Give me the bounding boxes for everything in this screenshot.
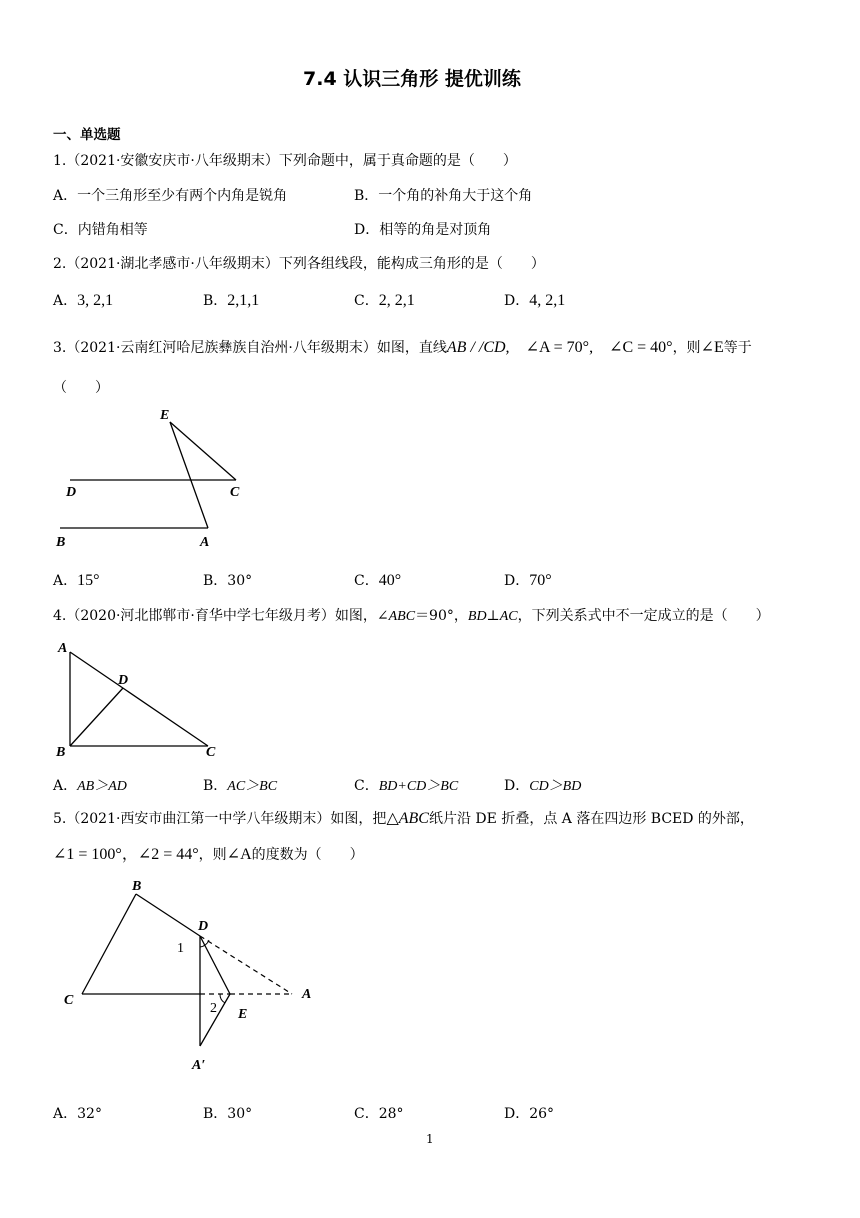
q3-figure bbox=[50, 400, 270, 552]
q5-option-d-letter: D． bbox=[504, 1106, 530, 1122]
q2-option-c-letter: C． bbox=[354, 293, 379, 309]
q2-option-b-value: 2,1,1 bbox=[227, 292, 260, 309]
q4-option-c-value: BD+CD＞BC bbox=[378, 779, 459, 794]
q2-option-d bbox=[504, 290, 565, 310]
q2-option-c bbox=[354, 290, 415, 310]
q5-stem-suffix: 纸片沿 DE 折叠，点 A 落在四边形 BCED 的外部， bbox=[428, 811, 754, 827]
q3-option-c-letter: C． bbox=[354, 573, 379, 589]
q4-option-d bbox=[504, 775, 581, 795]
q4-option-a bbox=[53, 775, 127, 795]
q3-stem bbox=[53, 337, 752, 357]
q2-stem: 2.（2021·湖北孝感市·八年级期末）下列各组线段，能构成三角形的是（ ） bbox=[53, 256, 545, 272]
page-title: 7.4 认识三角形 提优训练 bbox=[303, 68, 521, 90]
q5-math-triangle: △ABC bbox=[386, 810, 429, 827]
q3-stem-line2: （ ） bbox=[53, 380, 109, 396]
q4-label-c: C bbox=[206, 745, 216, 760]
q2-option-a-value: 3, 2,1 bbox=[77, 292, 114, 309]
q2-option-d-value: 4, 2,1 bbox=[529, 292, 566, 309]
q4-option-b bbox=[203, 775, 277, 795]
q5-stem-text: 5.（2021·西安市曲江第一中学八年级期末）如图，把 bbox=[53, 811, 387, 827]
q1-option-c: C．内错角相等 bbox=[53, 222, 148, 238]
page-number: 1 bbox=[426, 1132, 434, 1146]
q3-option-d bbox=[504, 570, 552, 590]
q5-math-angle-a: ∠A bbox=[226, 846, 252, 863]
q3-label-a: A bbox=[200, 535, 210, 550]
q4-stem-mid: ＝90°， bbox=[415, 608, 468, 624]
q5-option-c bbox=[354, 1103, 404, 1123]
q2-option-b bbox=[203, 290, 259, 310]
q2-option-a bbox=[53, 290, 113, 310]
q1-option-b: B．一个角的补角大于这个角 bbox=[354, 188, 533, 204]
q4-math-perp: BD⊥AC bbox=[467, 609, 518, 624]
q3-label-c: C bbox=[230, 485, 240, 500]
q4-label-b: B bbox=[56, 745, 66, 760]
q5-label-c: C bbox=[64, 993, 74, 1008]
q3-stem-mid: ，则 bbox=[672, 340, 701, 356]
q3-option-d-value: 70° bbox=[529, 572, 552, 589]
q5-label-b: B bbox=[132, 879, 142, 894]
q5-option-b-letter: B． bbox=[203, 1106, 228, 1122]
q3-stem-suffix: 等于 bbox=[723, 340, 752, 356]
q5-stem bbox=[53, 808, 754, 828]
q5-label-d: D bbox=[198, 919, 209, 934]
q5-option-a-value: 32° bbox=[77, 1106, 102, 1122]
q4-option-c bbox=[354, 775, 458, 795]
q4-math-angle-abc: ∠ABC bbox=[376, 609, 416, 624]
q5-label-a: A bbox=[302, 987, 312, 1002]
q4-option-d-letter: D． bbox=[504, 778, 530, 794]
q1-stem: 1.（2021·安徽安庆市·八年级期末）下列命题中，属于真命题的是（ ） bbox=[53, 153, 517, 169]
q4-option-b-letter: B． bbox=[203, 778, 228, 794]
q5-math-angle-2: ∠2 = 44° bbox=[137, 846, 199, 863]
q5-stem-mid: ，则 bbox=[198, 847, 227, 863]
q5-label-e: E bbox=[238, 1007, 248, 1022]
q3-math-angle-a: ∠A = 70°, bbox=[525, 339, 594, 356]
q5-stem-suffix2: 的度数为（ ） bbox=[251, 847, 364, 863]
q5-math-angle-1: ∠1 = 100°， bbox=[53, 846, 138, 863]
q5-option-d-value: 26° bbox=[529, 1106, 555, 1122]
q2-option-c-value: 2, 2,1 bbox=[378, 292, 415, 309]
q3-math-angle-e: ∠E bbox=[700, 339, 724, 356]
q4-option-d-value: CD＞BD bbox=[529, 779, 582, 794]
q4-option-b-value: AC＞BC bbox=[227, 779, 278, 794]
q4-figure bbox=[50, 636, 230, 762]
q1-option-d: D．相等的角是对顶角 bbox=[354, 222, 492, 238]
q3-math-angle-c: ∠C = 40° bbox=[609, 339, 673, 356]
q3-stem-text: 3.（2021·云南红河哈尼族彝族自治州·八年级期末）如图，直线 bbox=[53, 340, 447, 356]
q2-option-b-letter: B． bbox=[203, 293, 228, 309]
q4-stem-text: 4.（2020·河北邯郸市·育华中学七年级月考）如图， bbox=[53, 608, 377, 624]
q4-option-a-value: AB＞AD bbox=[77, 779, 127, 794]
q5-option-c-value: 28° bbox=[378, 1106, 404, 1122]
q2-option-a-letter: A． bbox=[53, 293, 78, 309]
q5-stem-line2 bbox=[53, 841, 364, 864]
q5-figure bbox=[50, 872, 340, 1082]
q3-option-c-value: 40° bbox=[378, 572, 402, 589]
q5-option-a bbox=[53, 1103, 102, 1123]
q3-option-b-value: 30° bbox=[227, 573, 253, 589]
q5-label-a-prime: A′ bbox=[192, 1058, 206, 1073]
q3-option-b bbox=[203, 570, 252, 590]
q4-label-d: D bbox=[118, 673, 129, 688]
q4-option-c-letter: C． bbox=[354, 778, 379, 794]
q5-option-b bbox=[203, 1103, 252, 1123]
q4-stem-suffix: ，下列关系式中不一定成立的是（ ） bbox=[517, 608, 770, 624]
q4-option-a-letter: A． bbox=[53, 778, 78, 794]
q5-label-angle-1: 1 bbox=[177, 941, 184, 956]
q1-option-a: A．一个三角形至少有两个内角是锐角 bbox=[53, 188, 288, 204]
q5-option-d bbox=[504, 1103, 554, 1123]
q5-label-angle-2: 2 bbox=[210, 1001, 217, 1016]
q3-option-a bbox=[53, 570, 100, 590]
q4-stem bbox=[53, 605, 770, 625]
q3-label-b: B bbox=[56, 535, 66, 550]
q5-option-a-letter: A． bbox=[53, 1106, 78, 1122]
section-heading: 一、单选题 bbox=[53, 127, 121, 143]
q3-label-d: D bbox=[66, 485, 77, 500]
q2-option-d-letter: D． bbox=[504, 293, 530, 309]
q3-label-e: E bbox=[160, 408, 170, 423]
q4-label-a: A bbox=[58, 641, 68, 656]
q3-math-parallel: AB / /CD, bbox=[446, 339, 510, 356]
q5-option-c-letter: C． bbox=[354, 1106, 379, 1122]
q3-option-a-value: 15° bbox=[77, 572, 100, 589]
q3-option-b-letter: B． bbox=[203, 573, 228, 589]
q3-option-c bbox=[354, 570, 401, 590]
q3-option-d-letter: D． bbox=[504, 573, 530, 589]
q3-option-a-letter: A． bbox=[53, 573, 78, 589]
q5-option-b-value: 30° bbox=[227, 1106, 253, 1122]
